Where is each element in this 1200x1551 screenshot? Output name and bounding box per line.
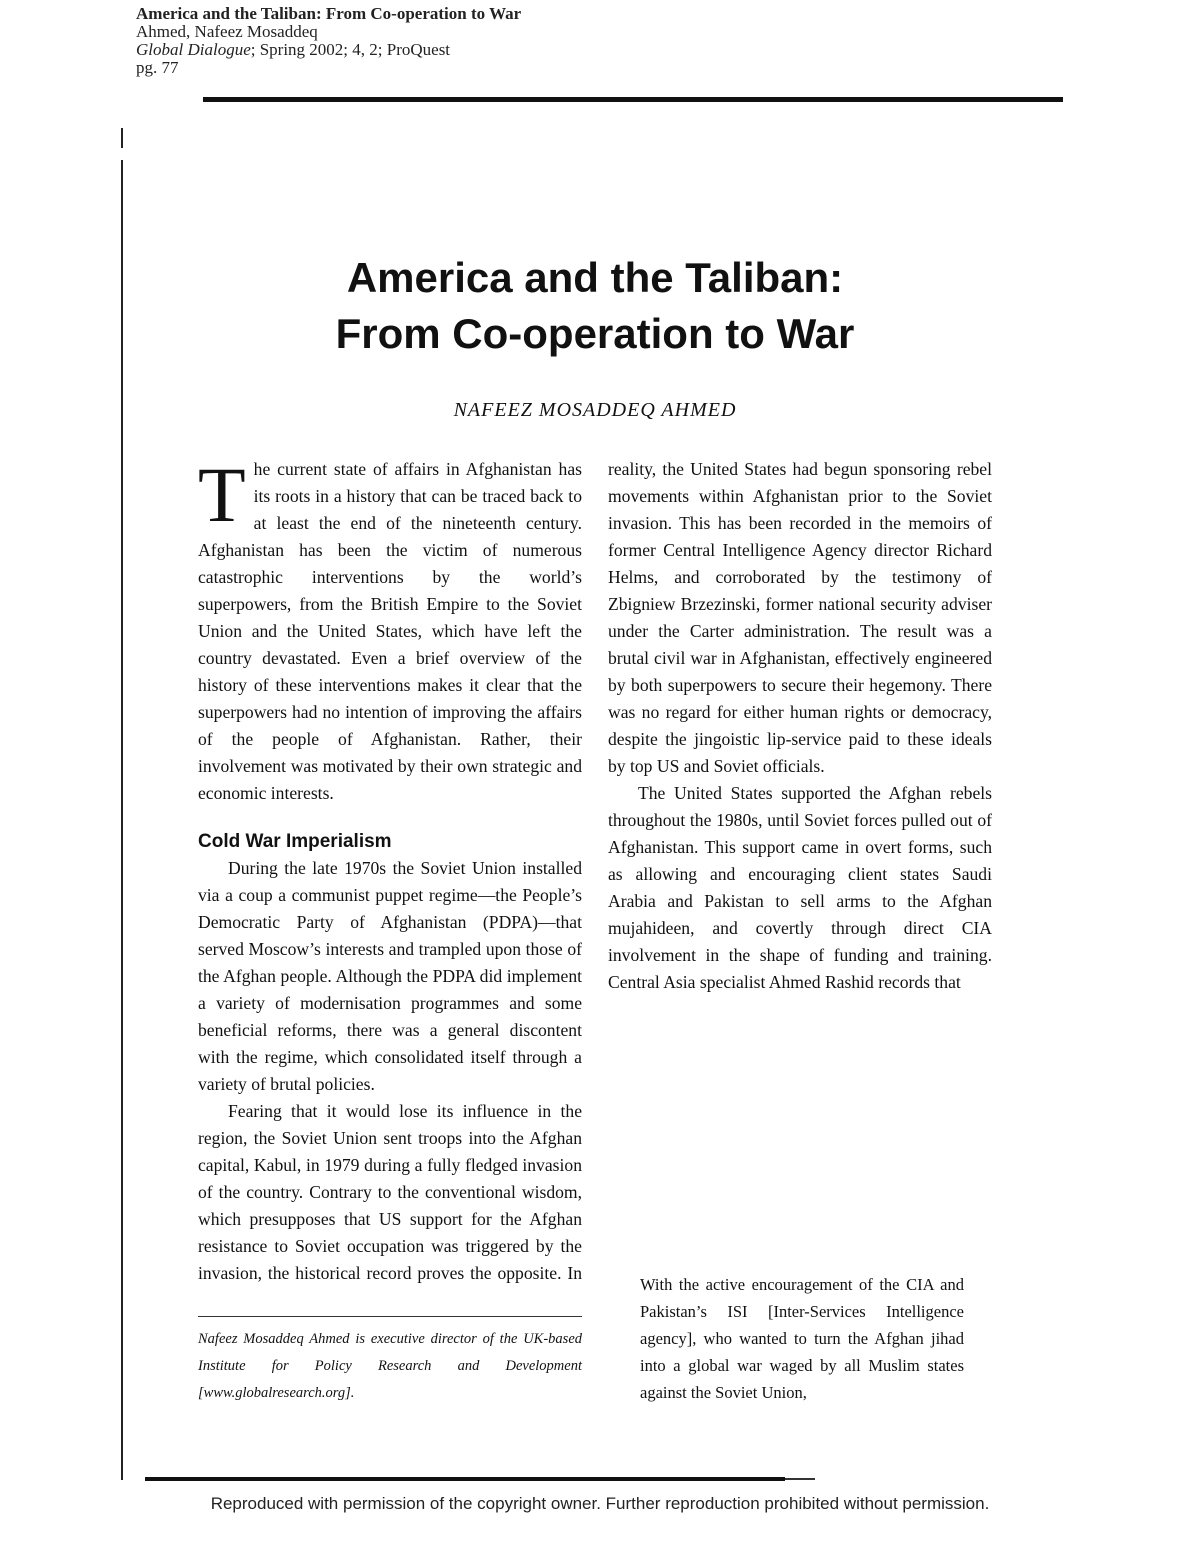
drop-cap: T [198, 451, 246, 538]
left-column [198, 451, 582, 1287]
paragraph-2: During the late 1970s the Soviet Union installed via a coup a communist puppet regime—the People’s Democratic Party of Afghanistan (PDPA)—that served Moscow’s interests and trampled upon those of the Afghan people. Although the PDPA did implement a variety of modernisation programmes and some beneficial reforms, there was a general discontent with the regime, which consolidated itself through a variety of brutal policies. [198, 858, 582, 1094]
bottom-rule [145, 1477, 785, 1481]
article-title-line2: From Co-operation to War [335, 310, 855, 357]
article-author: NAFEEZ MOSADDEQ AHMED [453, 399, 737, 421]
citation-header [136, 5, 521, 77]
article-title-line1: America and the Taliban: [346, 254, 844, 301]
top-rule [203, 97, 1063, 102]
citation-author: Ahmed, Nafeez Mosaddeq [136, 22, 318, 41]
block-quote: With the active encouragement of the CIA and Pakistan’s ISI [Inter-Services Intelligence agency], who wanted to turn the Afghan jihad into a global war waged by all Muslim states against the Soviet Union, [640, 1275, 964, 1402]
citation-page: pg. 77 [136, 58, 179, 77]
section-heading: Cold War Imperialism [198, 831, 392, 852]
paragraph-4: The United States supported the Afghan rebels throughout the 1980s, until Soviet forces pulled out of Afghanistan. This support came in overt forms, such as allowing and encouraging client states Saudi Arabia and Pakistan to sell arms to the Afghan mujahideen, and covertly through direct CIA involvement in the shape of funding and training. Central Asia specialist Ahmed Rashid records that [608, 783, 992, 992]
article-title [200, 250, 990, 362]
citation-source [136, 41, 521, 59]
citation-publication: Global Dialogue [136, 40, 251, 59]
author-footnote: Nafeez Mosaddeq Ahmed is executive director of the UK-based Institute for Policy Research and Development [www.globalresearch.org]. [198, 1331, 582, 1401]
bottom-rule-tail [785, 1478, 815, 1480]
citation-details: ; Spring 2002; 4, 2; ProQuest [250, 40, 451, 59]
left-margin-tick [121, 128, 123, 148]
intro-text: he current state of affairs in Afghanistan has its roots in a history that can be traced back to at least the end of the nineteenth century. Afghanistan has been the victim of numerous catastrophic interventions by the world’s superpowers, from the British Empire to the Soviet Union and the United States, which have left the country devastated. Even a brief overview of the history of these interventions makes it clear that the superpowers had no intention of improving the affairs of the people of Afghanistan. Rather, their involvement was motivated by their own strategic and economic interests. [198, 459, 582, 803]
paragraph-3-continued: reality, the United States had begun sponsoring rebel movements within Afghanistan prior to the Soviet invasion. This has been recorded in the memoirs of former Central Intelligence Agency director Richard Helms, and corroborated by the testimony of Zbigniew Brzezinski, former national security adviser under the Carter administration. The result was a brutal civil war in Afghanistan, effectively engineered by both superpowers to secure their hegemony. There was no regard for either human rights or democracy, despite the jingoistic lip-service paid to these ideals by top US and Soviet officials. [608, 459, 992, 776]
footnote-rule [198, 1316, 582, 1317]
citation-title: America and the Taliban: From Co-operation to War [136, 4, 522, 23]
right-column [608, 456, 992, 996]
intro-paragraph [198, 451, 582, 807]
paragraph-3: Fearing that it would lose its influence in the region, the Soviet Union sent troops into the Afghan capital, Kabul, in 1979 during a fully fledged invasion of the country. Contrary to the conventional wisdom, which presupposes that US support for the Afghan resistance to Soviet occupation was triggered by the invasion, the historical record proves the opposite. In [198, 1101, 582, 1283]
copyright-notice: Reproduced with permission of the copyright owner. Further reproduction prohibited without permission. [210, 1494, 990, 1513]
left-margin-bar [121, 160, 123, 1480]
